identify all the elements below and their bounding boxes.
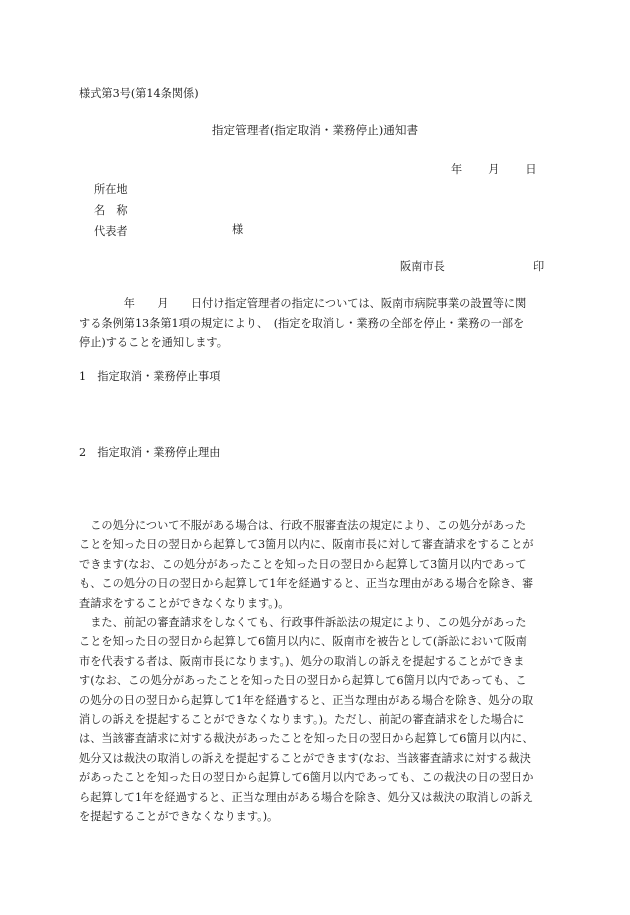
appeal-line: があったことを知った日の翌日から起算して6箇月以内であっても、この裁決の日の翌日か	[79, 771, 534, 785]
recipient-block	[94, 179, 128, 242]
section-2-heading	[79, 444, 220, 460]
appeal-line: ことを知った日の翌日から起算して6箇月以内に、阪南市を被告として(訴訟において阪南	[79, 635, 527, 649]
document-title: 指定管理者(指定取消・業務停止)通知書	[211, 123, 419, 137]
honorific: 様	[232, 223, 244, 236]
section-label: 指定取消・業務停止理由	[97, 446, 221, 459]
address-label: 所在地	[94, 183, 128, 196]
form-number: 様式第3号(第14条関係)	[79, 87, 199, 100]
date-line	[451, 161, 537, 177]
appeal-instructions	[79, 516, 553, 827]
appeal-line: できます(なお、この処分があったことを知った日の翌日から起算して3箇月以内であって	[79, 557, 527, 571]
date-day: 日	[525, 163, 537, 176]
date-month: 月	[488, 163, 500, 176]
appeal-line: の処分の日の翌日から起算して1年を経過すると、正当な理由がある場合を除き、処分の取	[79, 693, 534, 707]
section-number: 1	[79, 370, 87, 383]
date-year: 年	[451, 163, 463, 176]
appeal-line: は、当該審査請求に対する裁決があったことを知った日の翌日から起算して6箇月以内に、	[79, 732, 534, 746]
notice-paragraph	[79, 294, 549, 353]
appeal-line: す(なお、この処分があったことを知った日の翌日から起算して6箇月以内であっても、こ	[79, 674, 527, 688]
name-label: 名 称	[94, 204, 128, 217]
appeal-line: 消しの訴えを提起することができなくなります。)。ただし、前記の審査請求をした場合に	[79, 713, 525, 727]
notice-line: 停止)することを通知します。	[79, 336, 228, 349]
representative-label: 代表者	[94, 225, 128, 238]
sender-title: 阪南市長	[400, 260, 445, 273]
section-label: 指定取消・業務停止事項	[97, 370, 221, 383]
section-number: 2	[79, 446, 87, 459]
notice-line: する条例第13条第1項の規定により、 (指定を取消し・業務の全部を停止・業務の一部を	[79, 316, 525, 330]
appeal-line: この処分について不服がある場合は、行政不服審査法の規定により、この処分があった	[79, 519, 527, 532]
appeal-line: を提起することができなくなります。)。	[79, 810, 279, 824]
section-1-heading	[79, 368, 220, 384]
appeal-line: も、この処分の日の翌日から起算して1年を経過すると、正当な理由がある場合を除き、審	[79, 577, 534, 591]
appeal-line: 市を代表する者は、阪南市長になります。)、処分の取消しの訴えを提起することができま	[79, 654, 525, 668]
appeal-line: 処分又は裁決の取消しの訴えを提起することができます(なお、当該審査請求に対する裁決	[79, 751, 531, 765]
appeal-line: また、前記の審査請求をしなくても、行政事件訴訟法の規定により、この処分があった	[79, 616, 527, 630]
appeal-line: 査請求をすることができなくなります。)。	[79, 596, 290, 610]
appeal-line: ことを知った日の翌日から起算して3箇月以内に、阪南市長に対して審査請求をすることが	[79, 538, 534, 552]
seal-mark: 印	[533, 260, 545, 273]
appeal-line: ら起算して1年を経過すると、正当な理由がある場合を除き、処分又は裁決の取消しの訴え	[79, 790, 534, 804]
notice-line: 年 月 日付け指定管理者の指定については、阪南市病院事業の設置等に関	[79, 297, 527, 310]
